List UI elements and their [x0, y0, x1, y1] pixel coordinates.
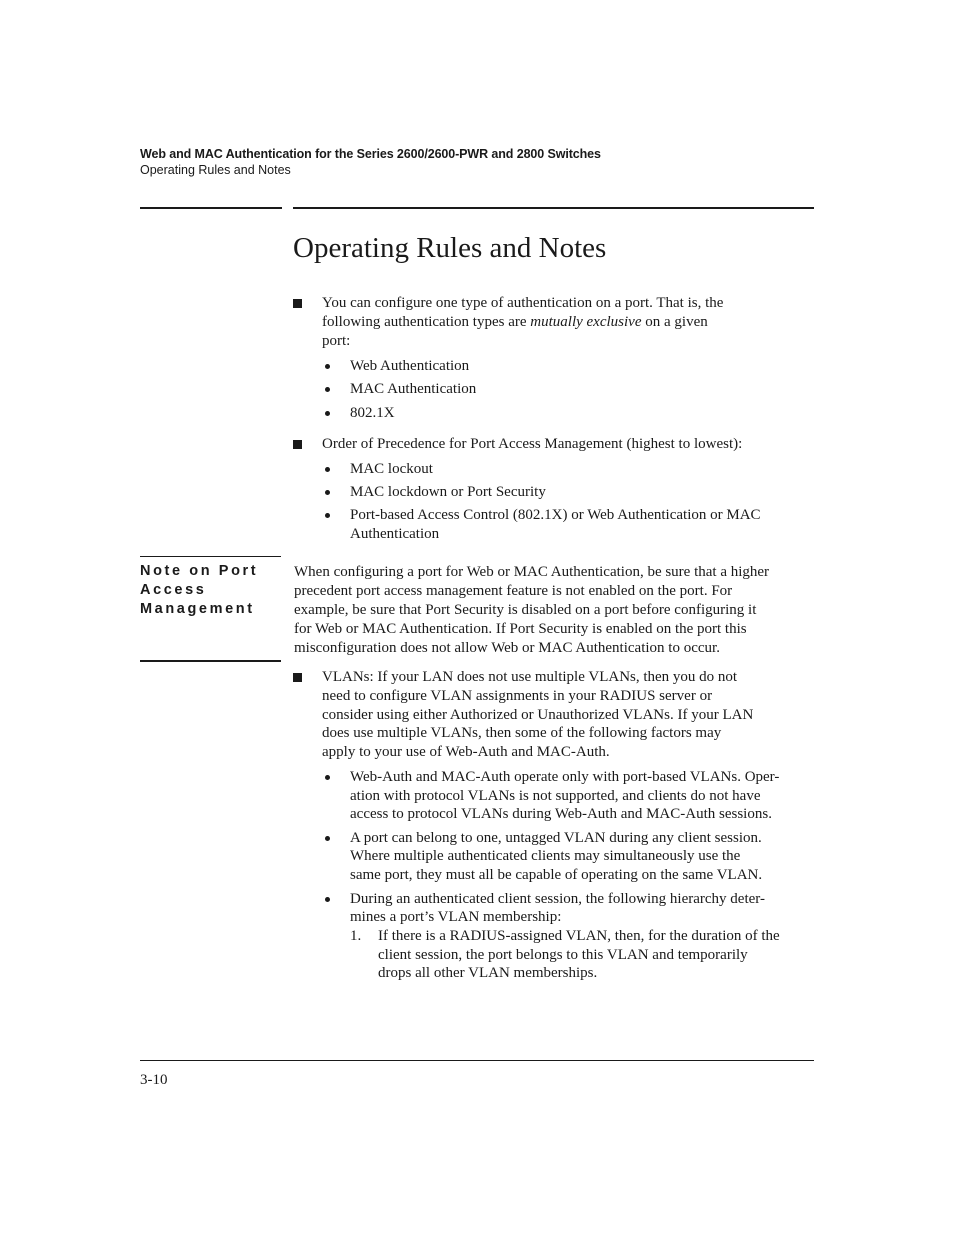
- bullet-dot: [325, 364, 330, 369]
- note-body-line: example, be sure that Port Security is disabled on a port before configuring it: [294, 602, 757, 618]
- bullet-dot: [325, 387, 330, 392]
- rule3-line: VLANs: If your LAN does not use multiple VLANs, then you do not: [322, 669, 738, 685]
- bullet-dot: [325, 467, 330, 472]
- bullet-dot: [325, 836, 330, 841]
- list-item-continued: access to protocol VLANs during Web-Auth and MAC-Auth sessions.: [350, 806, 772, 822]
- numbered-item-continued: client session, the port belongs to this VLAN and temporarily: [378, 947, 748, 963]
- bullet-square: [293, 299, 302, 308]
- note-label-line: Access: [140, 582, 207, 598]
- note-rule-top: [140, 556, 281, 557]
- numbered-marker: 1.: [350, 928, 362, 944]
- list-item-continued: Authentication: [350, 526, 440, 542]
- list-item: Web-Auth and MAC-Auth operate only with port-based VLANs. Oper-: [350, 769, 780, 785]
- bullet-square: [293, 440, 302, 449]
- rule3-line: does use multiple VLANs, then some of the following factors may: [322, 725, 722, 741]
- list-item: MAC lockout: [350, 461, 433, 477]
- list-item: A port can belong to one, untagged VLAN during any client session.: [350, 830, 762, 846]
- numbered-item: If there is a RADIUS-assigned VLAN, then, for the duration of the: [378, 928, 780, 944]
- rule1-line3: port:: [322, 333, 351, 349]
- header-rule-left: [140, 207, 282, 209]
- rule1-line2: [322, 313, 708, 332]
- note-label-line: Note on Port: [140, 563, 259, 579]
- section-title: Operating Rules and Notes: [293, 232, 607, 264]
- list-item: MAC Authentication: [350, 381, 477, 397]
- rule1-line2-tail: on a given: [641, 314, 708, 330]
- header-rule-right: [293, 207, 814, 209]
- bullet-dot: [325, 411, 330, 416]
- note-label-line: Management: [140, 601, 255, 617]
- list-item: Port-based Access Control (802.1X) or Web Authentication or MAC: [350, 507, 761, 523]
- note-body: [294, 563, 769, 658]
- bullet-dot: [325, 513, 330, 518]
- rule3-line: apply to your use of Web-Auth and MAC-Auth.: [322, 744, 610, 760]
- note-body-line: misconfiguration does not allow Web or MAC Authentication to occur.: [294, 640, 720, 656]
- list-item: During an authenticated client session, the following hierarchy deter-: [350, 891, 765, 907]
- note-label: [140, 562, 258, 619]
- bullet-square: [293, 673, 302, 682]
- list-item-continued: same port, they must all be capable of operating on the same VLAN.: [350, 867, 763, 883]
- note-body-line: precedent port access management feature is not enabled on the port. For: [294, 583, 733, 599]
- running-header-subtitle: Operating Rules and Notes: [140, 163, 291, 177]
- rule2-line1: Order of Precedence for Port Access Management (highest to lowest):: [322, 436, 743, 452]
- footer-rule: [140, 1060, 814, 1061]
- note-rule-bottom: [140, 660, 281, 662]
- running-header-title: Web and MAC Authentication for the Series 2600/2600-PWR and 2800 Switches: [140, 147, 601, 161]
- bullet-dot: [325, 775, 330, 780]
- rule3-line: need to configure VLAN assignments in your RADIUS server or: [322, 688, 713, 704]
- note-body-line: When configuring a port for Web or MAC Authentication, be sure that a higher: [294, 564, 770, 580]
- bullet-dot: [325, 490, 330, 495]
- list-item: Web Authentication: [350, 358, 470, 374]
- rule3-line: consider using either Authorized or Unauthorized VLANs. If your LAN: [322, 707, 754, 723]
- list-item-continued: Where multiple authenticated clients may simultaneously use the: [350, 848, 741, 864]
- page-number: 3-10: [140, 1072, 168, 1088]
- list-item-continued: ation with protocol VLANs is not supported, and clients do not have: [350, 788, 761, 804]
- rule1-emphasis: mutually exclusive: [530, 314, 642, 330]
- rule1-line1: You can configure one type of authentication on a port. That is, the: [322, 295, 724, 311]
- note-body-line: for Web or MAC Authentication. If Port Security is enabled on the port this: [294, 621, 747, 637]
- list-item: 802.1X: [350, 405, 395, 421]
- list-item-continued: mines a port’s VLAN membership:: [350, 909, 562, 925]
- rule1-line2-text: following authentication types are: [322, 314, 531, 330]
- list-item: MAC lockdown or Port Security: [350, 484, 546, 500]
- bullet-dot: [325, 897, 330, 902]
- numbered-item-continued: drops all other VLAN memberships.: [378, 965, 598, 981]
